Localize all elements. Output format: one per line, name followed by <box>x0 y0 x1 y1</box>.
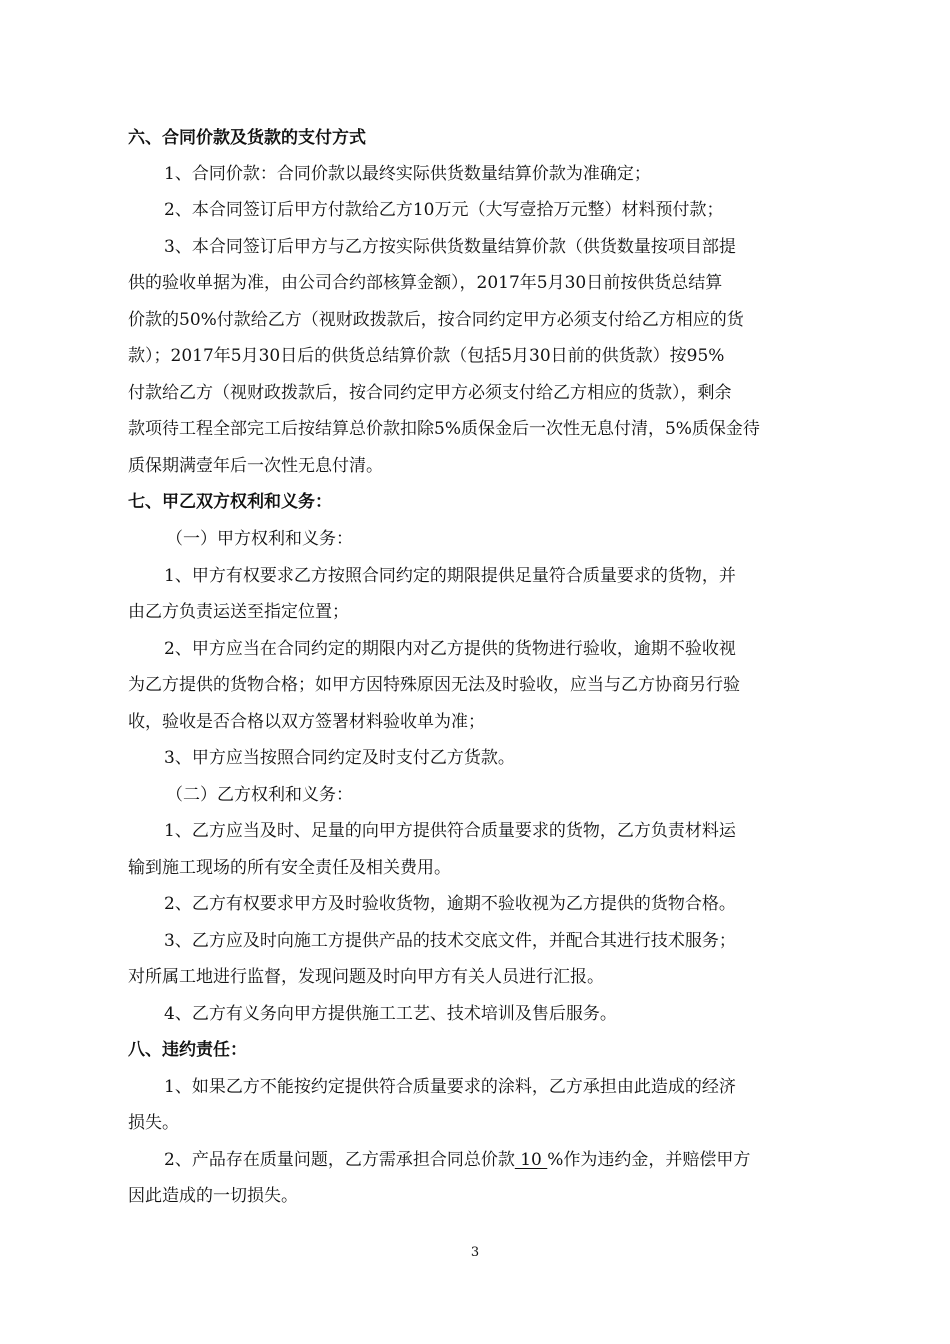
page-number: 3 <box>470 1245 480 1260</box>
section-6-item-3-line-4: 款）；2017年5月30日后的供货总结算价款（包括5月30日前的供货款）按95% <box>128 346 725 366</box>
section-6-item-3-line-5: 付款给乙方（视财政拨款后，按合同约定甲方必须支付给乙方相应的货款），剩余 <box>128 383 732 403</box>
section-6-item-3-line-3: 价款的50%付款给乙方（视财政拨款后，按合同约定甲方必须支付给乙方相应的货 <box>128 310 744 330</box>
party-b-title: （二）乙方权利和义务： <box>166 785 353 805</box>
section-6-item-1: 1、合同价款：合同价款以最终实际供货数量结算价款为准确定； <box>164 164 651 184</box>
penalty-clause-prefix: 2、产品存在质量问题，乙方需承担合同总价款 <box>164 1150 515 1170</box>
party-a-item-2-line-2: 为乙方提供的货物合格；如甲方因特殊原因无法及时验收，应当与乙方协商另行验 <box>128 675 740 695</box>
party-b-item-4: 4、乙方有义务向甲方提供施工工艺、技术培训及售后服务。 <box>164 1004 617 1024</box>
penalty-percentage-value: 10 <box>514 1150 548 1170</box>
section-6-heading: 六、合同价款及货款的支付方式 <box>128 128 366 148</box>
section-6-item-3-line-1: 3、本合同签订后甲方与乙方按实际供货数量结算价款（供货数量按项目部提 <box>164 237 736 257</box>
party-b-item-1-line-2: 输到施工现场的所有安全责任及相关费用。 <box>128 858 451 878</box>
section-8-item-1-line-2: 损失。 <box>128 1113 179 1133</box>
party-b-item-3-line-1: 3、乙方应及时向施工方提供产品的技术交底文件，并配合其进行技术服务； <box>164 931 736 951</box>
party-a-item-3: 3、甲方应当按照合同约定及时支付乙方货款。 <box>164 748 515 768</box>
section-6-item-2: 2、本合同签订后甲方付款给乙方10万元（大写壹拾万元整）材料预付款； <box>164 200 724 220</box>
party-a-title: （一）甲方权利和义务： <box>166 529 353 549</box>
section-8-item-1-line-1: 1、如果乙方不能按约定提供符合质量要求的涂料，乙方承担由此造成的经济 <box>164 1077 736 1097</box>
section-8-item-2-line-1 <box>164 1149 750 1171</box>
party-b-item-1-line-1: 1、乙方应当及时、足量的向甲方提供符合质量要求的货物，乙方负责材料运 <box>164 821 736 841</box>
party-a-item-1-line-2: 由乙方负责运送至指定位置； <box>128 602 349 622</box>
party-b-item-2: 2、乙方有权要求甲方及时验收货物，逾期不验收视为乙方提供的货物合格。 <box>164 894 736 914</box>
penalty-clause-suffix: %作为违约金，并赔偿甲方 <box>547 1150 751 1170</box>
section-6-item-3-line-7: 质保期满壹年后一次性无息付清。 <box>128 456 383 476</box>
party-a-item-2-line-1: 2、甲方应当在合同约定的期限内对乙方提供的货物进行验收，逾期不验收视 <box>164 639 736 659</box>
party-a-item-2-line-3: 收，验收是否合格以双方签署材料验收单为准； <box>128 712 485 732</box>
party-b-item-3-line-2: 对所属工地进行监督，发现问题及时向甲方有关人员进行汇报。 <box>128 967 604 987</box>
section-8-item-2-line-2: 因此造成的一切损失。 <box>128 1186 298 1206</box>
section-7-heading: 七、甲乙双方权利和义务： <box>128 492 332 512</box>
section-8-heading: 八、违约责任： <box>128 1040 247 1060</box>
section-6-item-3-line-2: 供的验收单据为准，由公司合约部核算金额），2017年5月30日前按供货总结算 <box>128 273 723 293</box>
section-6-item-3-line-6: 款项待工程全部完工后按结算总价款扣除5%质保金后一次性无息付清，5%质保金待 <box>128 419 760 439</box>
party-a-item-1-line-1: 1、甲方有权要求乙方按照合同约定的期限提供足量符合质量要求的货物，并 <box>164 566 736 586</box>
